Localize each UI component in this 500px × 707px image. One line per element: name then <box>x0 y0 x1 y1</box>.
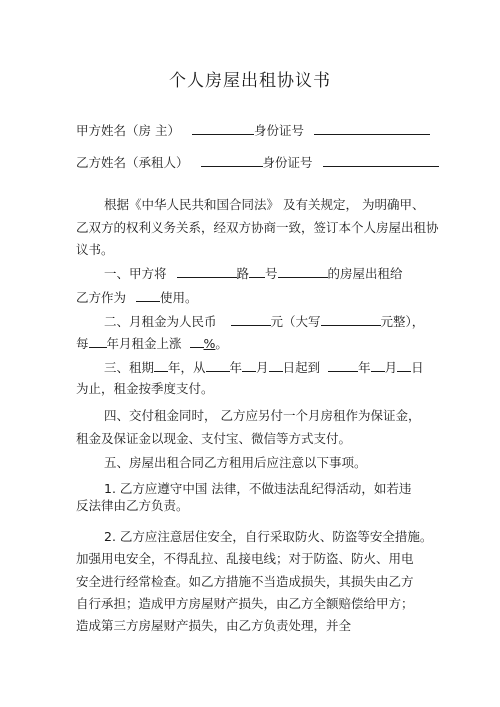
clause-3-end-day-blank[interactable] <box>397 358 411 372</box>
clause-2-line-1 <box>104 312 424 330</box>
clause-5-line-1: 五、房屋出租合同乙方租用后应注意以下事项。 <box>104 455 367 470</box>
intro-line-3: 议书。 <box>76 242 114 257</box>
clause-3-start-month-blank[interactable] <box>242 358 256 372</box>
document-title: 个人房屋出租协议书 <box>169 71 331 91</box>
clause-1-number: 号 <box>265 266 278 281</box>
clause-3-term-blank[interactable] <box>154 358 168 372</box>
clause-1-usage-suffix: 使用。 <box>160 290 198 305</box>
item-2-line-1 <box>104 529 432 545</box>
item-1-line-1 <box>104 481 411 497</box>
item-2-line-3: 安全进行经常检查。如乙方措施不当造成损失，其损失由乙方 <box>76 574 414 589</box>
clause-3-prefix: 三、租期 <box>104 360 155 375</box>
party-b-name-blank[interactable] <box>201 153 263 167</box>
clause-2-amount-blank[interactable] <box>231 312 271 326</box>
clause-3-line-1 <box>104 358 424 376</box>
clause-2-amount-words-blank[interactable] <box>321 312 381 326</box>
party-b-label: 乙方姓名（承租人） <box>76 155 189 170</box>
clause-2-years-blank[interactable] <box>89 334 107 348</box>
intro-line-1: 根据《中华人民共和国合同法》 及有关规定， 为明确甲、 <box>104 197 425 212</box>
clause-3-start-year-blank[interactable] <box>206 358 230 372</box>
clause-1-line-2 <box>76 288 198 306</box>
clause-2-end: 。 <box>215 336 228 351</box>
clause-3-year2: 年 <box>229 360 243 375</box>
item-2-line-5: 造成第三方房屋财产损失，由乙方负责处理，并全 <box>76 618 352 633</box>
clause-3-day-end: 日 <box>411 360 424 375</box>
clause-2-increase: 年月租金上涨 <box>106 336 182 351</box>
party-a-id-label: 身份证号 <box>253 123 304 138</box>
intro-line-2: 乙双方的权利义务关系，经双方协商一致，签订本个人房屋出租协 <box>76 220 439 235</box>
clause-1-line-1 <box>104 264 403 282</box>
clause-1-prefix: 一、甲方将 <box>104 266 167 281</box>
clause-3-line-2: 为止，租金按季度支付。 <box>76 381 214 396</box>
clause-3-month2: 月 <box>384 360 398 375</box>
clause-2-prefix: 二、月租金为人民币 <box>104 314 217 329</box>
clause-3-end-year-blank[interactable] <box>328 358 358 372</box>
clause-2-percent: % <box>203 336 216 351</box>
clause-1-usage-prefix: 乙方作为 <box>76 290 127 305</box>
clause-3-day-from: 日起到 <box>282 360 321 375</box>
party-b-row <box>76 153 439 171</box>
party-b-id-label: 身份证号 <box>262 155 313 170</box>
item-1-line-2: 反法律由乙方负责。 <box>76 498 189 513</box>
item-1-text: 乙方应遵守中国 法律，不做违法乱纪得活动，如若违 <box>119 481 412 496</box>
item-1-number: 1. <box>104 481 116 496</box>
clause-2-percent-blank[interactable] <box>190 334 204 348</box>
party-a-label: 甲方姓名（房 主） <box>76 123 180 138</box>
item-2-line-4: 自行承担；造成甲方房屋财产损失，由乙方全额赔偿给甲方； <box>76 596 414 611</box>
clause-2-yuan: 元（大写 <box>270 314 321 329</box>
item-2-text: 乙方应注意居住安全，自行采取防火、防盗等安全措施。 <box>119 529 433 544</box>
party-a-name-blank[interactable] <box>192 121 254 135</box>
clause-1-house-blank[interactable] <box>278 264 328 278</box>
clause-1-usage-blank[interactable] <box>136 288 160 302</box>
clause-1-road-blank[interactable] <box>177 264 237 278</box>
clause-4-line-1: 四、交付租金同时， 乙方应另付一个月房租作为保证金， <box>104 408 421 423</box>
clause-4-line-2: 租金及保证金以现金、支付宝、微信等方式支付。 <box>76 431 352 446</box>
clause-3-year: 年，从 <box>168 360 206 375</box>
item-2-line-2: 加强用电安全，不得乱拉、乱接电线；对于防盗、防火、用电 <box>76 551 414 566</box>
party-a-id-blank[interactable] <box>314 121 430 135</box>
clause-3-month: 月 <box>256 360 269 375</box>
clause-3-start-day-blank[interactable] <box>269 358 283 372</box>
party-a-row <box>76 121 430 139</box>
clause-1-road: 路 <box>236 266 250 281</box>
clause-2-line-2 <box>76 334 228 352</box>
clause-2-every: 每 <box>76 336 89 351</box>
item-2-number: 2. <box>104 529 116 544</box>
clause-1-suffix: 的房屋出租给 <box>327 266 403 281</box>
clause-3-end-month-blank[interactable] <box>371 358 385 372</box>
clause-3-year3: 年 <box>358 360 371 375</box>
clause-2-yuan-end: 元整）， <box>380 314 425 329</box>
clause-1-number-blank[interactable] <box>249 264 265 278</box>
party-b-id-blank[interactable] <box>323 153 439 167</box>
